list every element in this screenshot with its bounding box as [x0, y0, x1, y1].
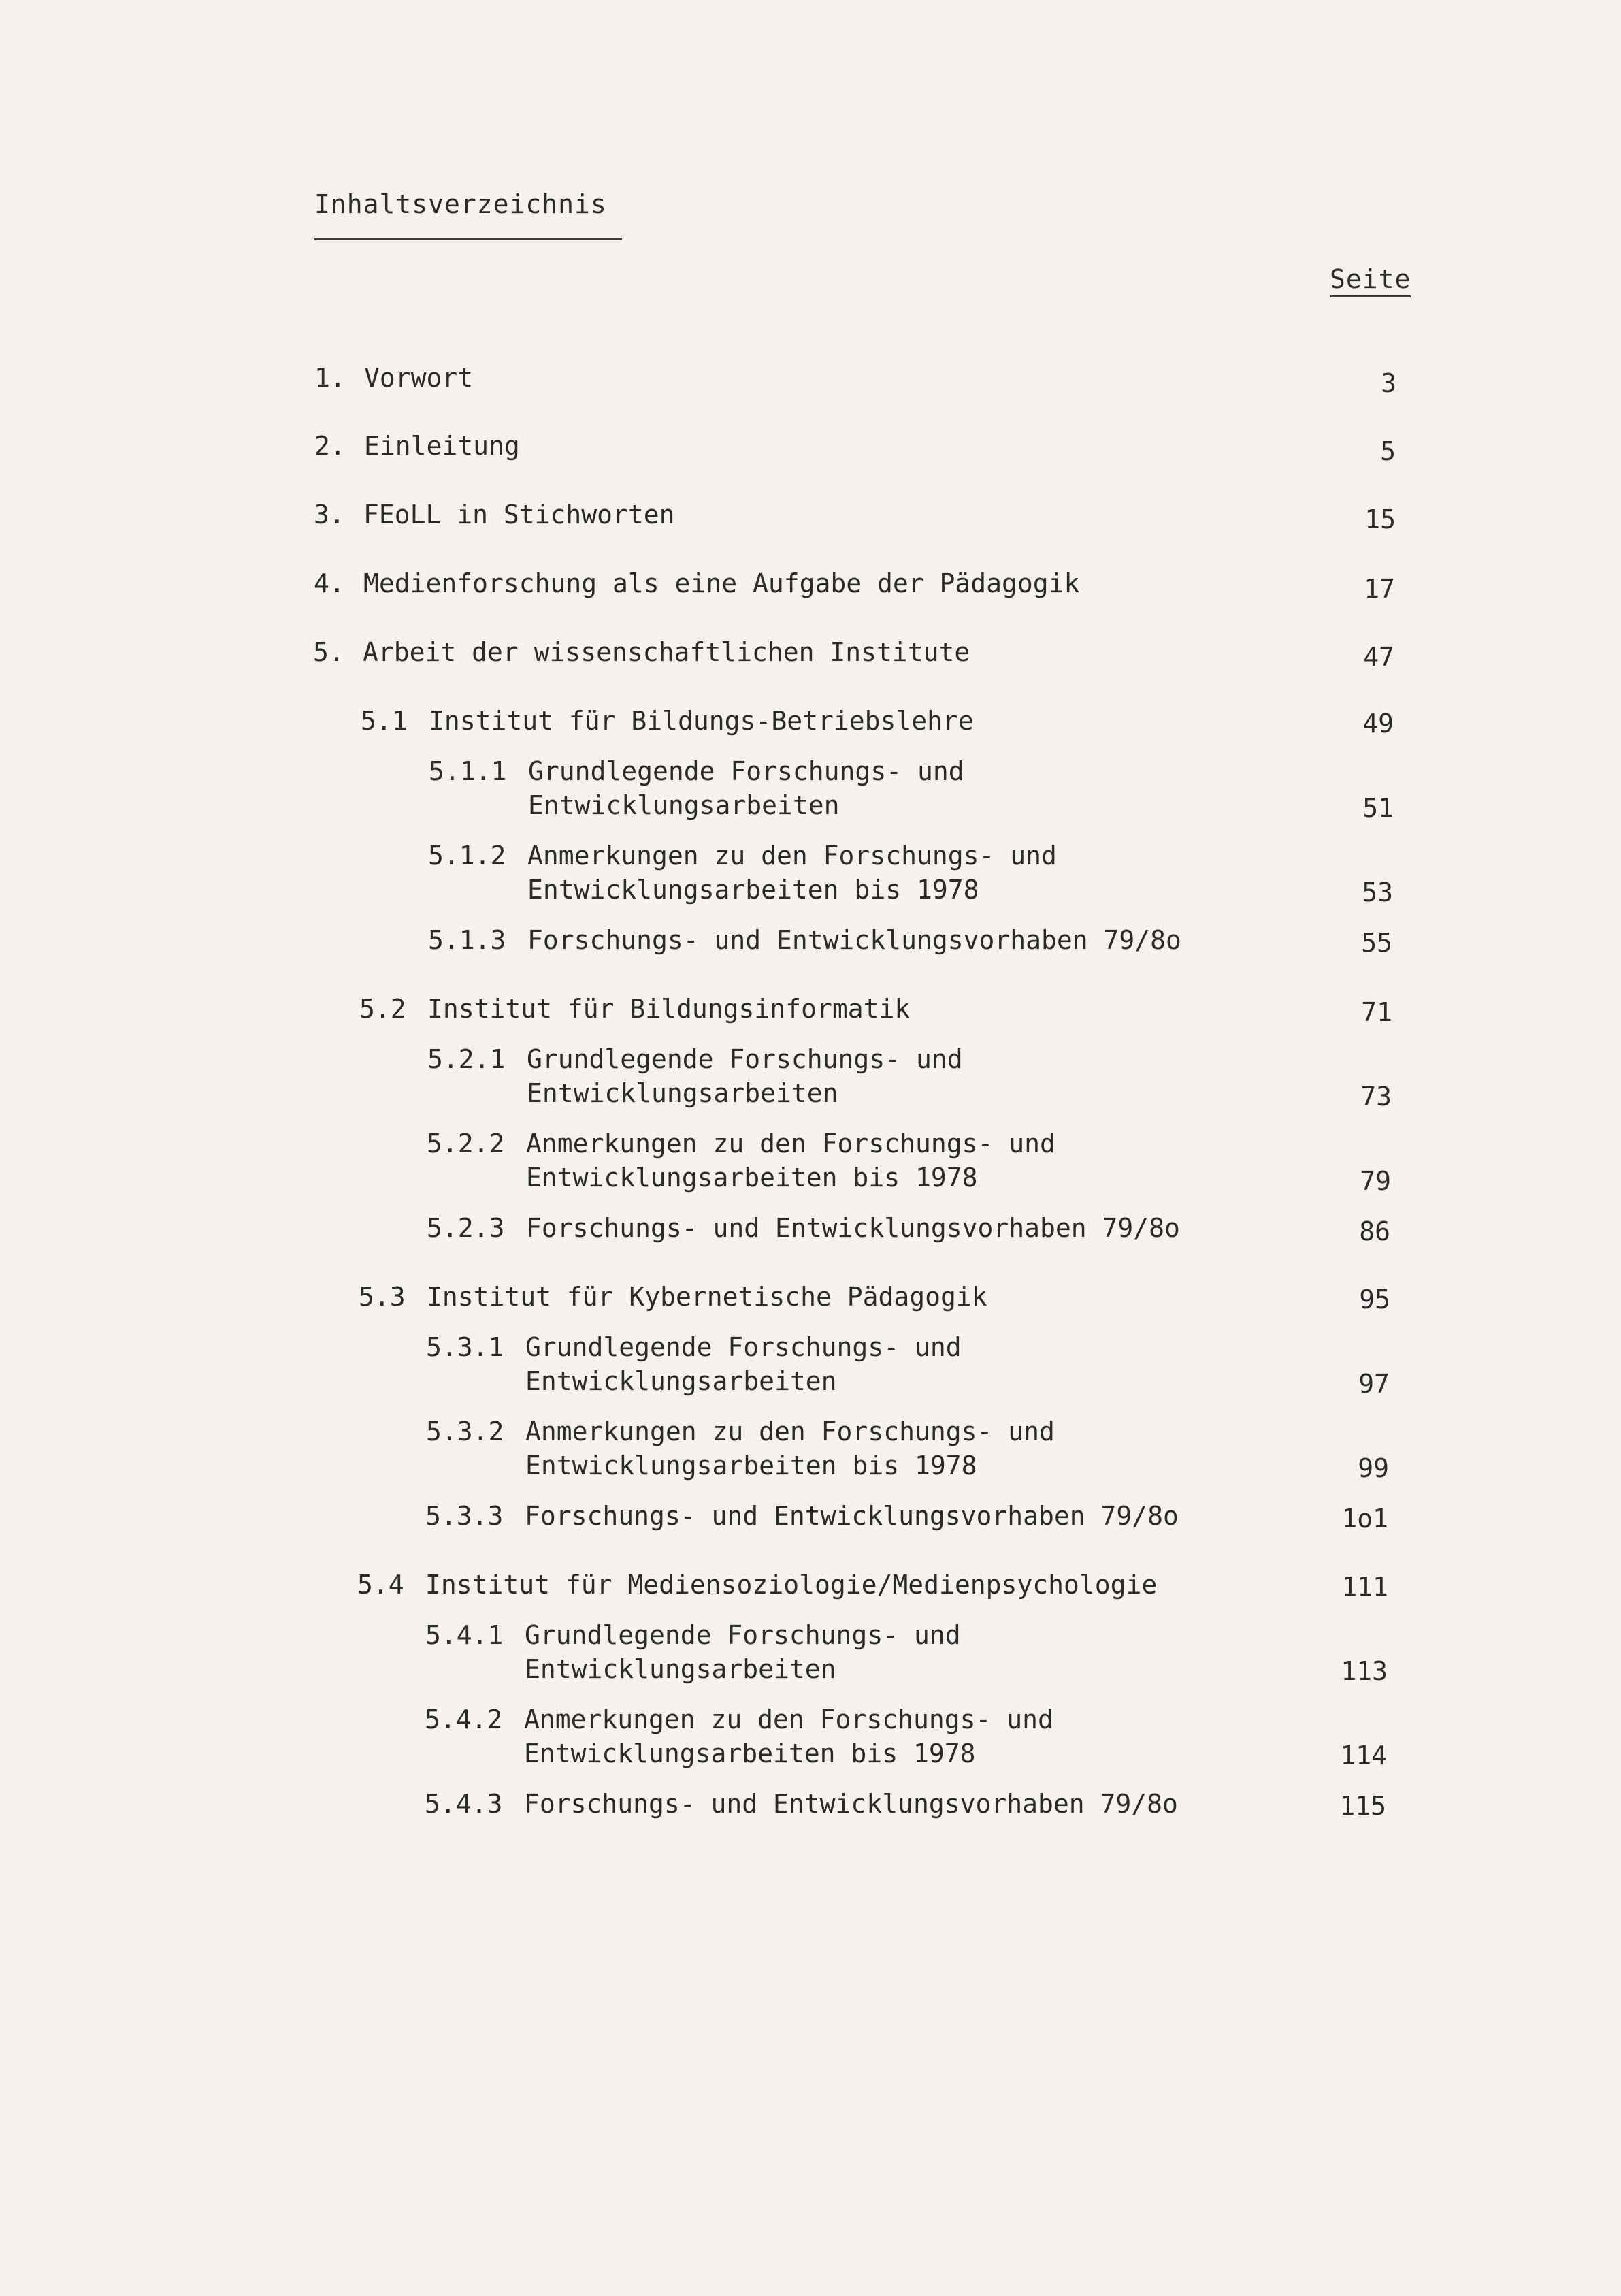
toc-page-number: 79 [1360, 1166, 1391, 1196]
toc-entry-text: Entwicklungsarbeiten [527, 1078, 838, 1108]
toc-entry-text: Anmerkungen zu den Forschungs- und [525, 1417, 1055, 1446]
toc-page-number: 49 [1362, 709, 1394, 739]
toc-entry-text: FEoLL in Stichworten [363, 500, 675, 530]
toc-entry-text: Institut für Mediensoziologie/Medienpsychologie [425, 1570, 1158, 1600]
toc-entry-text: Grundlegende Forschungs- und [525, 1620, 961, 1650]
toc-entry-text: Entwicklungsarbeiten [525, 1366, 837, 1396]
toc-entry-text: Anmerkungen zu den Forschungs- und [526, 1129, 1055, 1159]
toc-entry-text: Entwicklungsarbeiten bis 1978 [527, 875, 979, 905]
toc-entry-number: 5.4.1 [425, 1620, 504, 1650]
toc-page-number: 17 [1364, 574, 1395, 604]
toc-page-number: 73 [1360, 1082, 1392, 1112]
toc-entry-number: 4. [314, 568, 345, 598]
toc-entry-number: 1. [314, 363, 346, 393]
toc-entry-text: Institut für Bildungs-Betriebslehre [429, 706, 974, 736]
page-column-header: Seite [1330, 264, 1411, 297]
toc-entry-number: 5. [313, 637, 344, 667]
toc-entry-text: Institut für Bildungsinformatik [427, 994, 911, 1024]
toc-entry-number: 5.2.2 [427, 1129, 505, 1159]
toc-entry-number: 5.1.1 [429, 756, 507, 786]
toc-page-number: 115 [1339, 1791, 1386, 1821]
toc-entry-text: Anmerkungen zu den Forschungs- und [524, 1704, 1053, 1734]
toc-entry-text: Entwicklungsarbeiten bis 1978 [524, 1739, 976, 1768]
toc-page-number: 114 [1340, 1741, 1387, 1770]
toc-page-number: 5 [1380, 436, 1396, 466]
toc-entry-text: Forschungs- und Entwicklungsvorhaben 79/8o [524, 1789, 1178, 1819]
toc-entry-number: 5.2 [359, 994, 406, 1024]
toc-entry-text: Medienforschung als eine Aufgabe der Pädagogik [363, 568, 1080, 598]
toc-entry-number: 5.2.1 [427, 1044, 506, 1074]
toc-page-number: 51 [1362, 793, 1394, 823]
toc-page-number: 95 [1359, 1284, 1390, 1314]
toc-page-number: 111 [1341, 1572, 1388, 1602]
title-underline [314, 238, 622, 240]
toc-entry-text: Entwicklungsarbeiten bis 1978 [525, 1451, 977, 1481]
toc-entry-text: Forschungs- und Entwicklungsvorhaben 79/8o [526, 1213, 1180, 1243]
toc-page-number: 53 [1362, 877, 1393, 907]
toc-page-number: 3 [1381, 368, 1396, 398]
toc-entry-number: 5.1.3 [428, 925, 506, 955]
toc-page-number: 113 [1341, 1656, 1388, 1686]
toc-entry-text: Arbeit der wissenschaftlichen Institute [363, 637, 970, 667]
toc-page-number: 99 [1358, 1453, 1389, 1483]
toc-entry-number: 5.3.3 [425, 1501, 504, 1531]
toc-entry-number: 5.4.2 [425, 1704, 503, 1734]
toc-page-number: 71 [1361, 997, 1392, 1027]
toc-entry-number: 5.1 [361, 706, 408, 736]
toc-page-number: 15 [1364, 504, 1396, 534]
toc-entry-text: Forschungs- und Entwicklungsvorhaben 79/8o [525, 1501, 1179, 1531]
toc-entry-number: 3. [314, 500, 345, 530]
toc-entry-number: 2. [314, 431, 346, 461]
toc-entry-text: Institut für Kybernetische Pädagogik [427, 1282, 987, 1312]
toc-page-number: 1o1 [1341, 1504, 1388, 1534]
toc-entry-number: 5.4 [357, 1570, 404, 1600]
toc-entry-number: 5.3.2 [426, 1417, 504, 1446]
toc-entry-text: Einleitung [364, 431, 520, 461]
toc-title: Inhaltsverzeichnis [314, 189, 607, 219]
toc-entry-number: 5.4.3 [425, 1789, 503, 1819]
toc-entry-text: Anmerkungen zu den Forschungs- und [527, 841, 1057, 871]
toc-entry-text: Grundlegende Forschungs- und [525, 1332, 962, 1362]
toc-page-number: 97 [1358, 1369, 1390, 1399]
toc-page-number: 55 [1361, 928, 1392, 958]
toc-page-number: 47 [1363, 642, 1394, 672]
toc-entry-number: 5.3 [359, 1282, 406, 1312]
toc-entry-text: Grundlegende Forschungs- und [528, 756, 964, 786]
toc-entry-number: 5.2.3 [427, 1213, 505, 1243]
toc-page-number: 86 [1359, 1216, 1390, 1246]
toc-entry-text: Grundlegende Forschungs- und [527, 1044, 963, 1074]
toc-entry-number: 5.1.2 [428, 841, 506, 871]
toc-entry-number: 5.3.1 [426, 1332, 504, 1362]
toc-entry-text: Entwicklungsarbeiten bis 1978 [526, 1163, 978, 1193]
toc-entry-text: Entwicklungsarbeiten [528, 790, 840, 820]
toc-entry-text: Forschungs- und Entwicklungsvorhaben 79/8o [527, 925, 1181, 955]
toc-entry-text: Vorwort [364, 363, 474, 393]
toc-entry-text: Entwicklungsarbeiten [525, 1654, 836, 1684]
